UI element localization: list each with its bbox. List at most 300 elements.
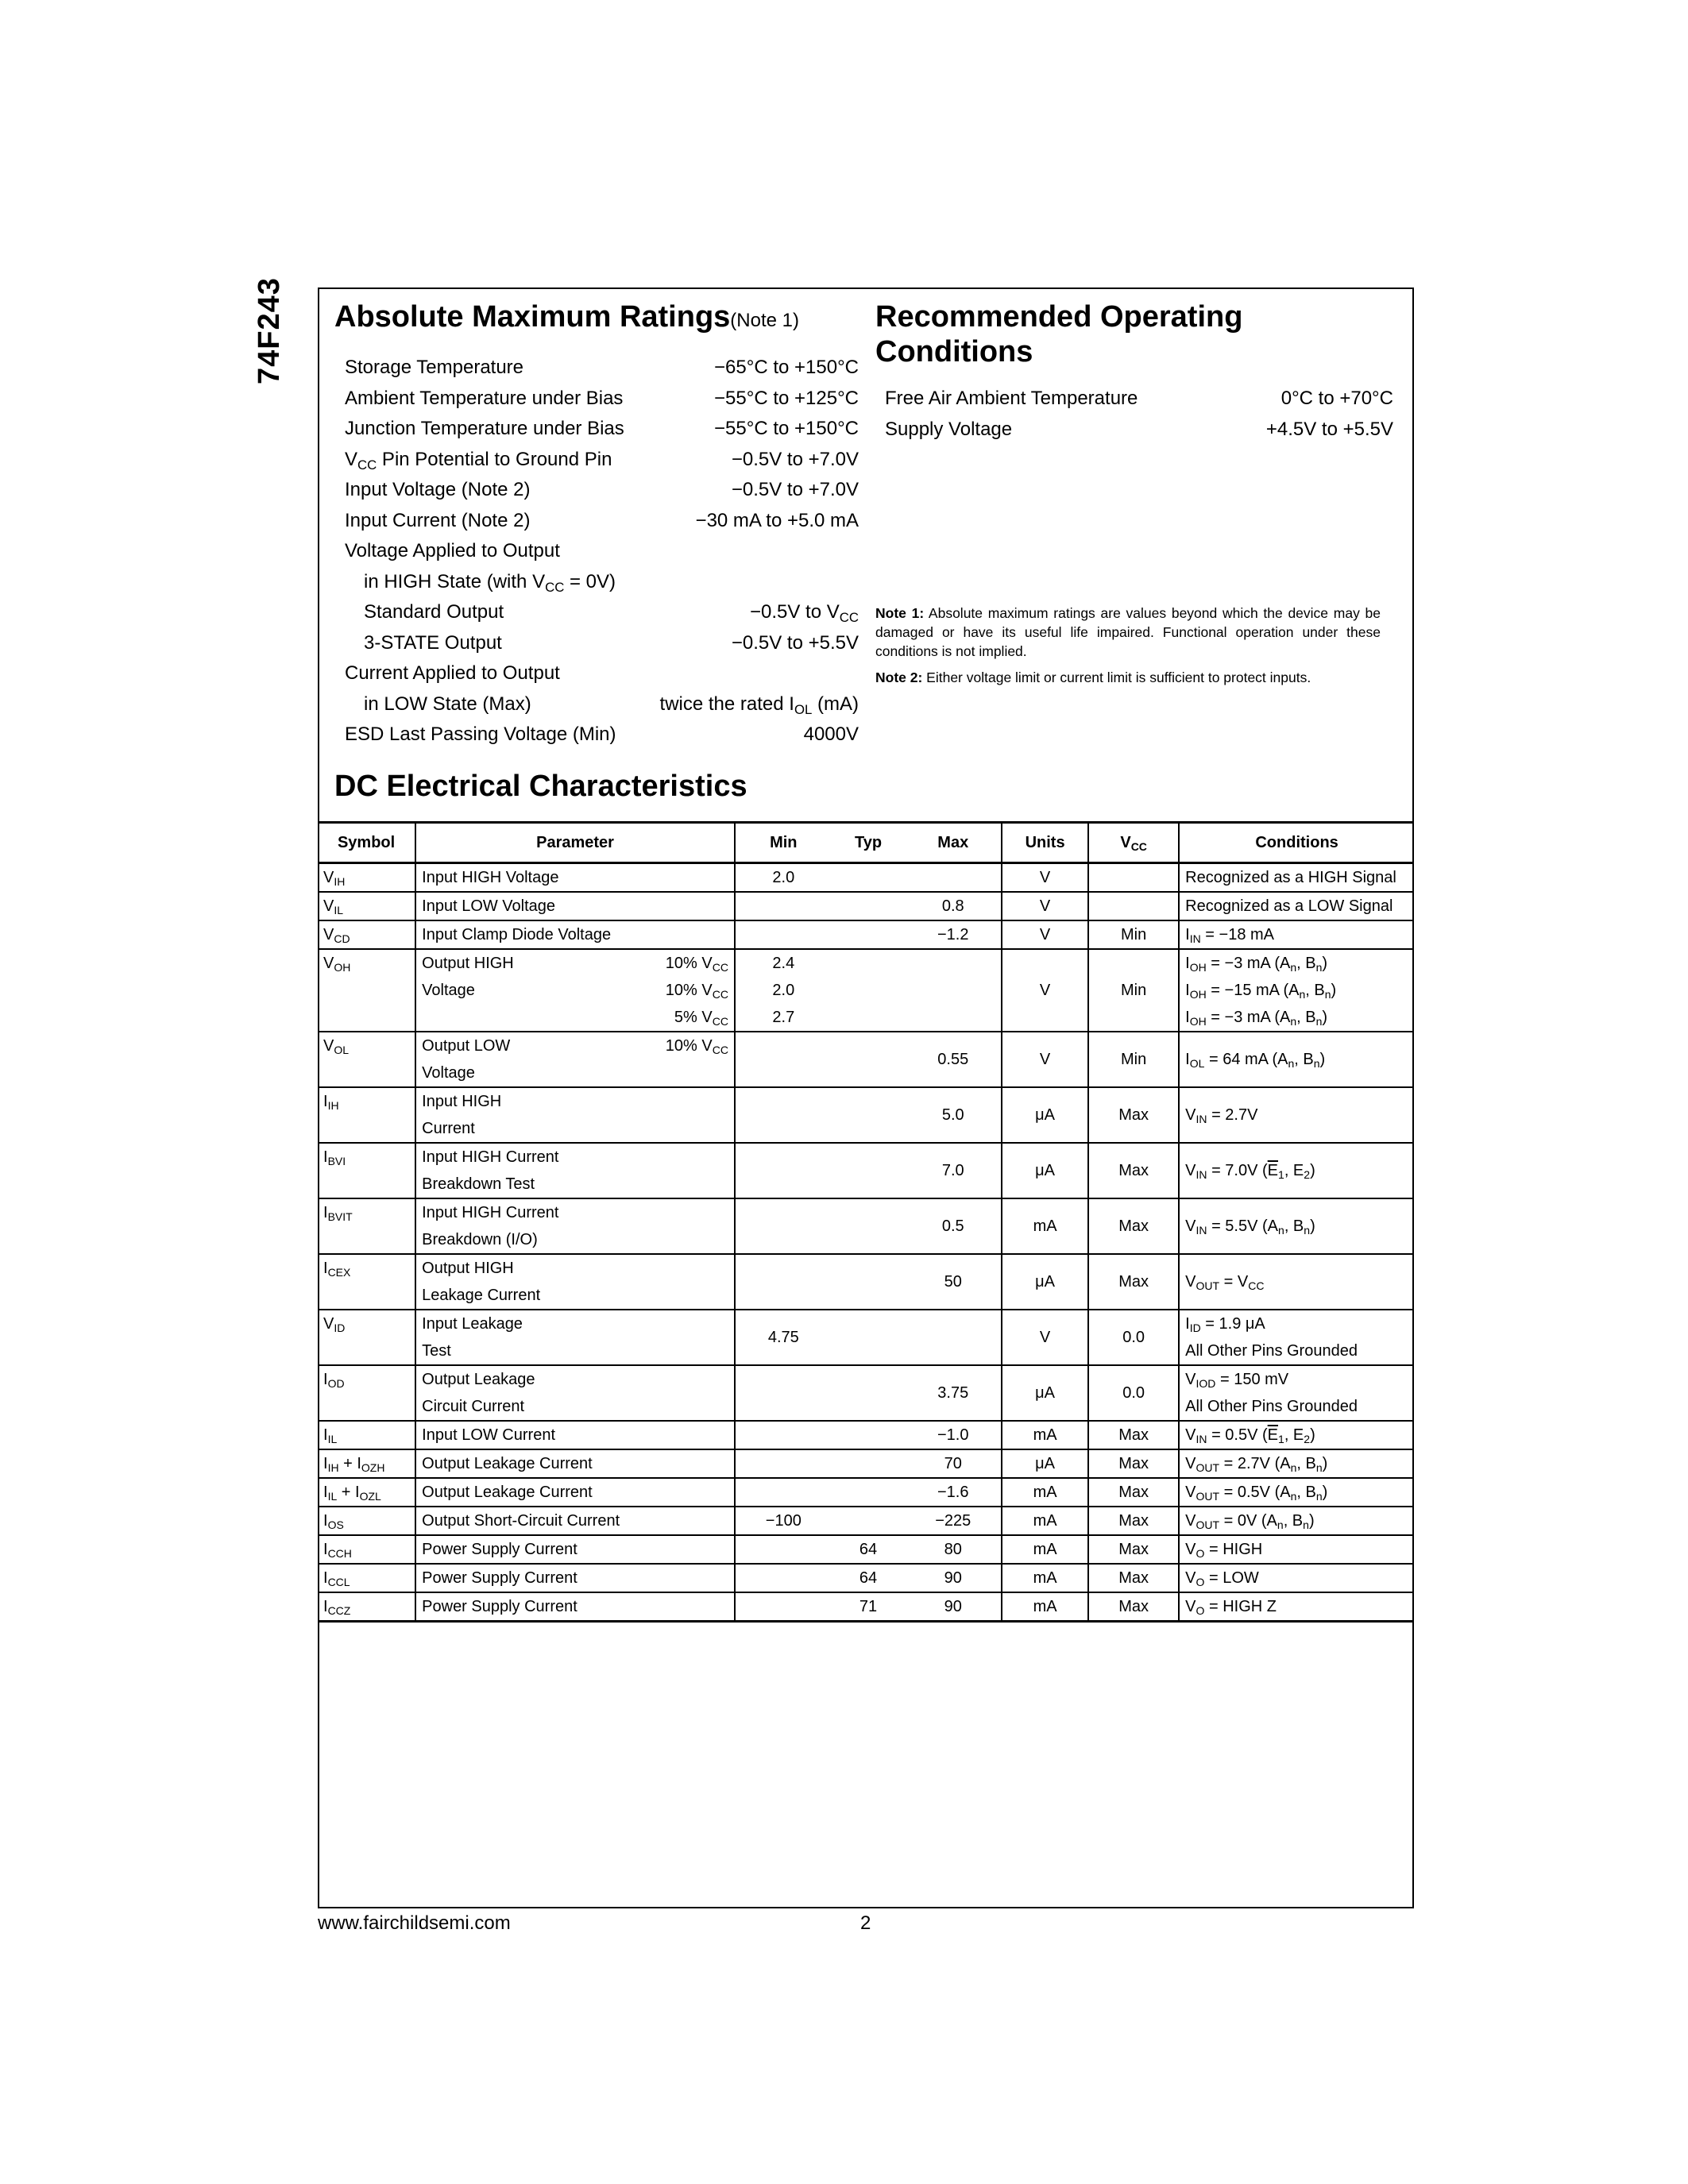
- min-value: 4.75: [767, 1329, 799, 1346]
- cond-part: I: [1185, 955, 1190, 972]
- parameter-cell: [415, 1143, 735, 1198]
- conditions-cell: [1179, 1535, 1414, 1564]
- max-value: 70: [944, 1455, 962, 1472]
- header-symbol: Symbol: [318, 823, 415, 863]
- cond-sub: n: [1288, 1057, 1295, 1071]
- rating-label: Input Voltage (Note 2): [345, 479, 531, 501]
- values-cell: [735, 920, 1002, 949]
- cond-part: = HIGH: [1204, 1541, 1263, 1558]
- cond-part: , B: [1296, 955, 1316, 972]
- values-cell: [735, 1449, 1002, 1478]
- rec-op-row: [885, 415, 1393, 446]
- cond-part: V: [1185, 1162, 1196, 1179]
- cond-sub: n: [1324, 988, 1331, 1001]
- cond-sub: n: [1313, 1057, 1320, 1071]
- vcc-cell: Max: [1088, 1254, 1179, 1310]
- rating-row: [345, 658, 859, 689]
- cond-part: I: [1185, 1315, 1190, 1333]
- symbol-main: I: [323, 1148, 328, 1166]
- units-cell: mA: [1002, 1198, 1088, 1254]
- vcc-cell: Min: [1088, 949, 1179, 1032]
- cond-sub: 2: [1304, 1433, 1311, 1446]
- units-cell: mA: [1002, 1421, 1088, 1449]
- header-vcc: [1088, 823, 1179, 863]
- cond-sub: n: [1315, 1015, 1323, 1028]
- values-cell: [735, 1365, 1002, 1421]
- cond-part: V: [1185, 1426, 1196, 1444]
- rec-op-title-line: Conditions: [875, 335, 1033, 369]
- symbol-sub: IH: [334, 875, 346, 889]
- values-cell: [735, 1592, 1002, 1622]
- param-line: Circuit Current: [422, 1398, 525, 1415]
- rating-value: −0.5V to +5.5V: [731, 631, 859, 654]
- table-row: [318, 920, 1414, 949]
- rating-row: [345, 597, 859, 628]
- rec-op-value: +4.5V to +5.5V: [1265, 418, 1393, 440]
- min-value: [741, 921, 826, 948]
- min-value: 2.7: [772, 1009, 795, 1026]
- rating-value: [645, 597, 859, 628]
- symbol-sub: OZL: [359, 1490, 381, 1503]
- rating-value: −30 mA to +5.0 mA: [695, 509, 859, 531]
- cond-sub: O: [1196, 1547, 1205, 1561]
- cond-sub: OL: [1189, 1057, 1205, 1071]
- cond-part: ): [1322, 955, 1328, 972]
- vcc-cell: Max: [1088, 1421, 1179, 1449]
- cond-part: = −3 mA (A: [1206, 1009, 1291, 1026]
- footer-website-link[interactable]: www.fairchildsemi.com: [318, 1912, 511, 1934]
- cond-sub: ID: [1189, 1322, 1201, 1335]
- table-row: [318, 949, 1414, 1032]
- conditions-cell: [1179, 1032, 1414, 1087]
- abs-max-title-text: Absolute Maximum Ratings: [334, 300, 731, 334]
- values-cell: [735, 1198, 1002, 1254]
- symbol-cell: [318, 863, 415, 893]
- cond-line: [1185, 1310, 1408, 1337]
- cond-part: V: [1185, 1512, 1196, 1530]
- rating-row: [345, 414, 859, 445]
- cond-part: = 0.5V (A: [1219, 1484, 1291, 1501]
- level-sub: CC: [712, 1044, 728, 1057]
- table-row: [318, 1087, 1414, 1143]
- table-row: [318, 892, 1414, 920]
- level-text: [674, 1004, 728, 1031]
- cond-part: , B: [1283, 1512, 1304, 1530]
- value-part: twice the rated I: [659, 693, 794, 715]
- header-max: Max: [937, 833, 969, 851]
- abs-max-note-ref: (Note 1): [730, 310, 799, 331]
- rating-label: Standard Output: [364, 601, 504, 623]
- cond-part: V: [1185, 1541, 1196, 1558]
- cond-part: = −15 mA (A: [1206, 982, 1300, 999]
- cond-part: = V: [1219, 1273, 1249, 1291]
- rec-op-table: [885, 384, 1393, 445]
- cond-sub: n: [1278, 1224, 1284, 1237]
- conditions-cell: [1179, 1365, 1414, 1421]
- rec-op-label: Supply Voltage: [885, 418, 1013, 440]
- values-cell: [735, 1507, 1002, 1535]
- rating-value: −0.5V to +7.0V: [731, 448, 859, 470]
- cond-part: = 2.7V (A: [1219, 1455, 1291, 1472]
- symbol-main: I: [323, 1426, 328, 1444]
- symbol-sub: CD: [334, 932, 350, 946]
- parameter-cell: [415, 1198, 735, 1254]
- cond-part: V: [1185, 1598, 1196, 1615]
- param-text: Output LOW: [422, 1037, 511, 1055]
- header-parameter: Parameter: [415, 823, 735, 863]
- value-sub: OL: [794, 701, 813, 717]
- table-row: [318, 1535, 1414, 1564]
- rating-row: [345, 353, 859, 384]
- typ-value: [826, 921, 911, 948]
- symbol-sub: OH: [334, 961, 351, 974]
- symbol-sub: CCL: [327, 1576, 350, 1589]
- cond-sub: OUT: [1196, 1279, 1220, 1293]
- symbol-main: I: [323, 1371, 328, 1388]
- cond-sub: n: [1299, 988, 1306, 1001]
- max-value: 0.55: [937, 1051, 969, 1068]
- parameter-cell: Output Short-Circuit Current: [415, 1507, 735, 1535]
- label-part: in HIGH State (with V: [364, 570, 546, 592]
- param-line: Output HIGH: [422, 1260, 514, 1277]
- units-cell: V: [1002, 949, 1088, 1032]
- rating-value: [645, 536, 859, 567]
- rating-row: [345, 384, 859, 415]
- cond-part: = −18 mA: [1200, 926, 1275, 943]
- param-line: Output Leakage: [422, 1371, 535, 1388]
- max-value: 90: [944, 1569, 962, 1587]
- rating-label: 3-STATE Output: [364, 631, 502, 654]
- symbol-main: + I: [337, 1484, 360, 1501]
- cond-part: = 7.0V (: [1207, 1162, 1268, 1179]
- symbol-cell: [318, 1507, 415, 1535]
- vcc-cell: Min: [1088, 1032, 1179, 1087]
- cond-part: , B: [1284, 1217, 1304, 1235]
- cond-part: I: [1185, 926, 1190, 943]
- cond-sub: n: [1303, 1518, 1309, 1532]
- max-value: 7.0: [941, 1162, 964, 1179]
- rating-value: [645, 658, 859, 689]
- cond-part: V: [1185, 1569, 1196, 1587]
- value-part: −0.5V to V: [750, 601, 840, 623]
- values-cell: [735, 1310, 1002, 1365]
- units-cell: mA: [1002, 1507, 1088, 1535]
- param-text: Voltage: [422, 982, 475, 999]
- cond-part: = 2.7V: [1207, 1106, 1258, 1124]
- conditions-cell: [1179, 1592, 1414, 1622]
- header-typ: Typ: [854, 833, 883, 851]
- parameter-cell: Output Leakage Current: [415, 1478, 735, 1507]
- cond-sub: n: [1315, 961, 1323, 974]
- param-line: Leakage Current: [422, 1287, 541, 1304]
- typ-value: 64: [859, 1569, 878, 1587]
- units-cell: μA: [1002, 1254, 1088, 1310]
- vcc-cell: Max: [1088, 1564, 1179, 1592]
- rec-op-row: [885, 384, 1393, 415]
- conditions-cell: Recognized as a LOW Signal: [1179, 892, 1414, 920]
- notes-block: [875, 604, 1381, 694]
- level-text: [666, 1032, 728, 1059]
- symbol-sub: OS: [327, 1518, 344, 1532]
- rec-op-title: [875, 299, 1400, 369]
- values-cell: [735, 892, 1002, 920]
- param-line: [422, 950, 728, 977]
- cond-part: V: [1185, 1217, 1196, 1235]
- symbol-main: V: [323, 869, 334, 886]
- cond-sub: CC: [1248, 1279, 1265, 1293]
- values-cell: [735, 1143, 1002, 1198]
- max-value: [910, 864, 995, 891]
- rating-value: [645, 689, 859, 720]
- symbol-main: I: [323, 1598, 328, 1615]
- vcc-cell: Min: [1088, 920, 1179, 949]
- units-cell: mA: [1002, 1564, 1088, 1592]
- table-row: [318, 1478, 1414, 1507]
- rec-op-title-line: Recommended Operating: [875, 300, 1243, 334]
- cond-sub: n: [1315, 1490, 1323, 1503]
- cond-part: ): [1322, 1484, 1328, 1501]
- table-row: [318, 863, 1414, 893]
- parameter-cell: [415, 1087, 735, 1143]
- symbol-sub: ID: [334, 1322, 346, 1335]
- cond-part: , E: [1284, 1162, 1304, 1179]
- values-cell: [735, 1478, 1002, 1507]
- rating-value: [645, 567, 859, 598]
- cond-part: $\overline{E}$: [1267, 1426, 1279, 1444]
- cond-part: I: [1185, 1009, 1190, 1026]
- symbol-cell: [318, 1592, 415, 1622]
- max-value: −225: [935, 1512, 971, 1530]
- cond-part: , B: [1296, 1009, 1316, 1026]
- parameter-cell: [415, 949, 735, 1032]
- max-value: −1.2: [937, 926, 969, 943]
- vcc-cell: Max: [1088, 1535, 1179, 1564]
- parameter-cell: [415, 1365, 735, 1421]
- rating-value: 4000V: [803, 723, 859, 746]
- level-part: 10% V: [665, 955, 713, 972]
- cond-sub: OH: [1189, 1015, 1207, 1028]
- rating-value: −0.5V to +7.0V: [731, 479, 859, 501]
- param-line: Breakdown Test: [422, 1175, 535, 1193]
- vcc-cell: Max: [1088, 1087, 1179, 1143]
- vcc-cell: [1088, 892, 1179, 920]
- symbol-main: I: [323, 1541, 328, 1558]
- value-part: (mA): [812, 693, 859, 715]
- symbol-main: V: [323, 1037, 334, 1055]
- cond-part: , B: [1305, 982, 1325, 999]
- cond-part: = LOW: [1204, 1569, 1259, 1587]
- note-1: [875, 604, 1381, 661]
- table-row: [318, 1592, 1414, 1622]
- cond-sub: n: [1315, 1461, 1323, 1475]
- table-row: [318, 1564, 1414, 1592]
- typ-value: [826, 864, 911, 891]
- symbol-cell: [318, 1198, 415, 1254]
- values-cell: [735, 1535, 1002, 1564]
- rating-row: [345, 475, 859, 506]
- rating-label: Ambient Temperature under Bias: [345, 387, 624, 409]
- label-part: = 0V): [564, 570, 616, 592]
- values-cell: [735, 1032, 1002, 1087]
- rec-op-label: Free Air Ambient Temperature: [885, 388, 1138, 410]
- cond-line: All Other Pins Grounded: [1185, 1342, 1358, 1360]
- symbol-main: I: [323, 1455, 328, 1472]
- units-cell: mA: [1002, 1478, 1088, 1507]
- min-value: 2.0: [772, 982, 795, 999]
- units-cell: μA: [1002, 1449, 1088, 1478]
- table-row: [318, 1198, 1414, 1254]
- symbol-main: V: [323, 1315, 334, 1333]
- header-min: Min: [770, 833, 798, 851]
- symbol-sub: IH: [327, 1461, 339, 1475]
- symbol-main: I: [323, 1204, 328, 1221]
- header-units: Units: [1002, 823, 1088, 863]
- units-cell: V: [1002, 892, 1088, 920]
- dc-characteristics-table: [318, 821, 1414, 1623]
- cond-part: V: [1185, 1371, 1196, 1388]
- values-cell: [735, 1254, 1002, 1310]
- abs-max-title: [334, 299, 859, 338]
- conditions-cell: [1179, 1087, 1414, 1143]
- units-cell: V: [1002, 1032, 1088, 1087]
- rec-op-value: 0°C to +70°C: [1280, 388, 1393, 410]
- cond-part: V: [1185, 1273, 1196, 1291]
- cond-sub: 1: [1278, 1168, 1284, 1182]
- max-value: 0.5: [941, 1217, 964, 1235]
- note-text: Either voltage limit or current limit is sufficient to protect inputs.: [922, 669, 1311, 685]
- param-text: Output HIGH: [422, 955, 514, 972]
- conditions-cell: [1179, 1143, 1414, 1198]
- symbol-cell: [318, 1449, 415, 1478]
- rating-label: Input Current (Note 2): [345, 509, 531, 531]
- symbol-main: V: [323, 897, 334, 915]
- part-number-vertical: 74F243: [253, 277, 286, 384]
- values-cell: [735, 1564, 1002, 1592]
- param-line: [422, 977, 728, 1004]
- rating-row: [345, 720, 859, 751]
- cond-part: ): [1310, 1426, 1315, 1444]
- conditions-cell: [1179, 949, 1414, 1032]
- level-sub: CC: [712, 1015, 728, 1028]
- cond-sub: O: [1196, 1604, 1205, 1618]
- symbol-main: V: [323, 955, 334, 972]
- parameter-cell: Input LOW Current: [415, 1421, 735, 1449]
- cond-part: = 0.5V (: [1207, 1426, 1268, 1444]
- vcc-cell: 0.0: [1088, 1310, 1179, 1365]
- header-min-typ-max: [735, 823, 1002, 863]
- values-cell: [735, 1087, 1002, 1143]
- rating-row: [345, 628, 859, 659]
- symbol-sub: OL: [334, 1044, 350, 1057]
- symbol-sub: IL: [327, 1433, 338, 1446]
- units-cell: V: [1002, 1310, 1088, 1365]
- symbol-sub: BVI: [327, 1155, 346, 1168]
- rating-label: in LOW State (Max): [364, 693, 531, 715]
- vcc-cell: Max: [1088, 1478, 1179, 1507]
- max-value: 5.0: [941, 1106, 964, 1124]
- symbol-cell: [318, 1254, 415, 1310]
- conditions-cell: Recognized as a HIGH Signal: [1179, 863, 1414, 893]
- param-line: Current: [422, 1120, 475, 1137]
- table-row: [318, 1143, 1414, 1198]
- cond-sub: n: [1290, 1015, 1297, 1028]
- conditions-cell: [1179, 1421, 1414, 1449]
- table-row: [318, 1310, 1414, 1365]
- rating-row: [345, 445, 859, 476]
- min-value: 2.0: [772, 869, 795, 886]
- symbol-cell: [318, 1087, 415, 1143]
- cond-part: V: [1185, 1484, 1196, 1501]
- symbol-sub: CEX: [327, 1266, 351, 1279]
- cond-part: ): [1308, 1512, 1315, 1530]
- cond-part: ): [1310, 1217, 1315, 1235]
- conditions-cell: [1179, 1310, 1414, 1365]
- symbol-cell: [318, 920, 415, 949]
- cond-sub: OH: [1189, 961, 1207, 974]
- conditions-cell: [1179, 1449, 1414, 1478]
- cond-line: All Other Pins Grounded: [1185, 1398, 1358, 1415]
- rating-label: ESD Last Passing Voltage (Min): [345, 723, 616, 746]
- units-cell: mA: [1002, 1592, 1088, 1622]
- cond-part: ): [1331, 982, 1337, 999]
- rec-op-section: [875, 299, 1400, 445]
- max-value: −1.6: [937, 1484, 969, 1501]
- parameter-cell: [415, 1310, 735, 1365]
- cond-part: I: [1185, 1051, 1190, 1068]
- parameter-cell: Output Leakage Current: [415, 1449, 735, 1478]
- parameter-cell: [415, 1032, 735, 1087]
- symbol-sub: BVIT: [327, 1210, 353, 1224]
- level-text: [666, 950, 728, 977]
- cond-part: = 5.5V (A: [1207, 1217, 1279, 1235]
- max-value: 50: [944, 1273, 962, 1291]
- table-row: [318, 1365, 1414, 1421]
- conditions-cell: [1179, 1478, 1414, 1507]
- max-value: 3.75: [937, 1384, 969, 1402]
- level-part: 10% V: [665, 982, 713, 999]
- cond-sub: IN: [1196, 1113, 1207, 1126]
- note-label: Note 2:: [875, 669, 923, 685]
- conditions-cell: [1179, 920, 1414, 949]
- cond-line: [1185, 977, 1408, 1004]
- rating-value: −55°C to +125°C: [714, 387, 859, 409]
- cond-sub: OUT: [1196, 1490, 1220, 1503]
- param-line: [422, 1004, 728, 1031]
- symbol-cell: [318, 1421, 415, 1449]
- cond-sub: 2: [1304, 1168, 1311, 1182]
- rating-row: [345, 567, 859, 598]
- cond-sub: IN: [1196, 1224, 1207, 1237]
- vcc-cell: Max: [1088, 1143, 1179, 1198]
- table-row: [318, 1032, 1414, 1087]
- vcc-cell: Max: [1088, 1507, 1179, 1535]
- cond-part: V: [1185, 1455, 1196, 1472]
- dc-header-row: [318, 823, 1414, 863]
- typ-value: [826, 893, 911, 920]
- table-row: [318, 1254, 1414, 1310]
- min-value: −100: [765, 1512, 802, 1530]
- typ-value: 64: [859, 1541, 878, 1558]
- header-vcc-sub: CC: [1130, 839, 1147, 853]
- rating-label: Voltage Applied to Output: [345, 540, 560, 562]
- cond-sub: OUT: [1196, 1518, 1220, 1532]
- symbol-cell: [318, 949, 415, 1032]
- cond-part: ): [1322, 1455, 1328, 1472]
- rating-row: [345, 536, 859, 567]
- cond-part: I: [1185, 982, 1190, 999]
- table-row: [318, 1421, 1414, 1449]
- abs-max-table: [345, 353, 859, 751]
